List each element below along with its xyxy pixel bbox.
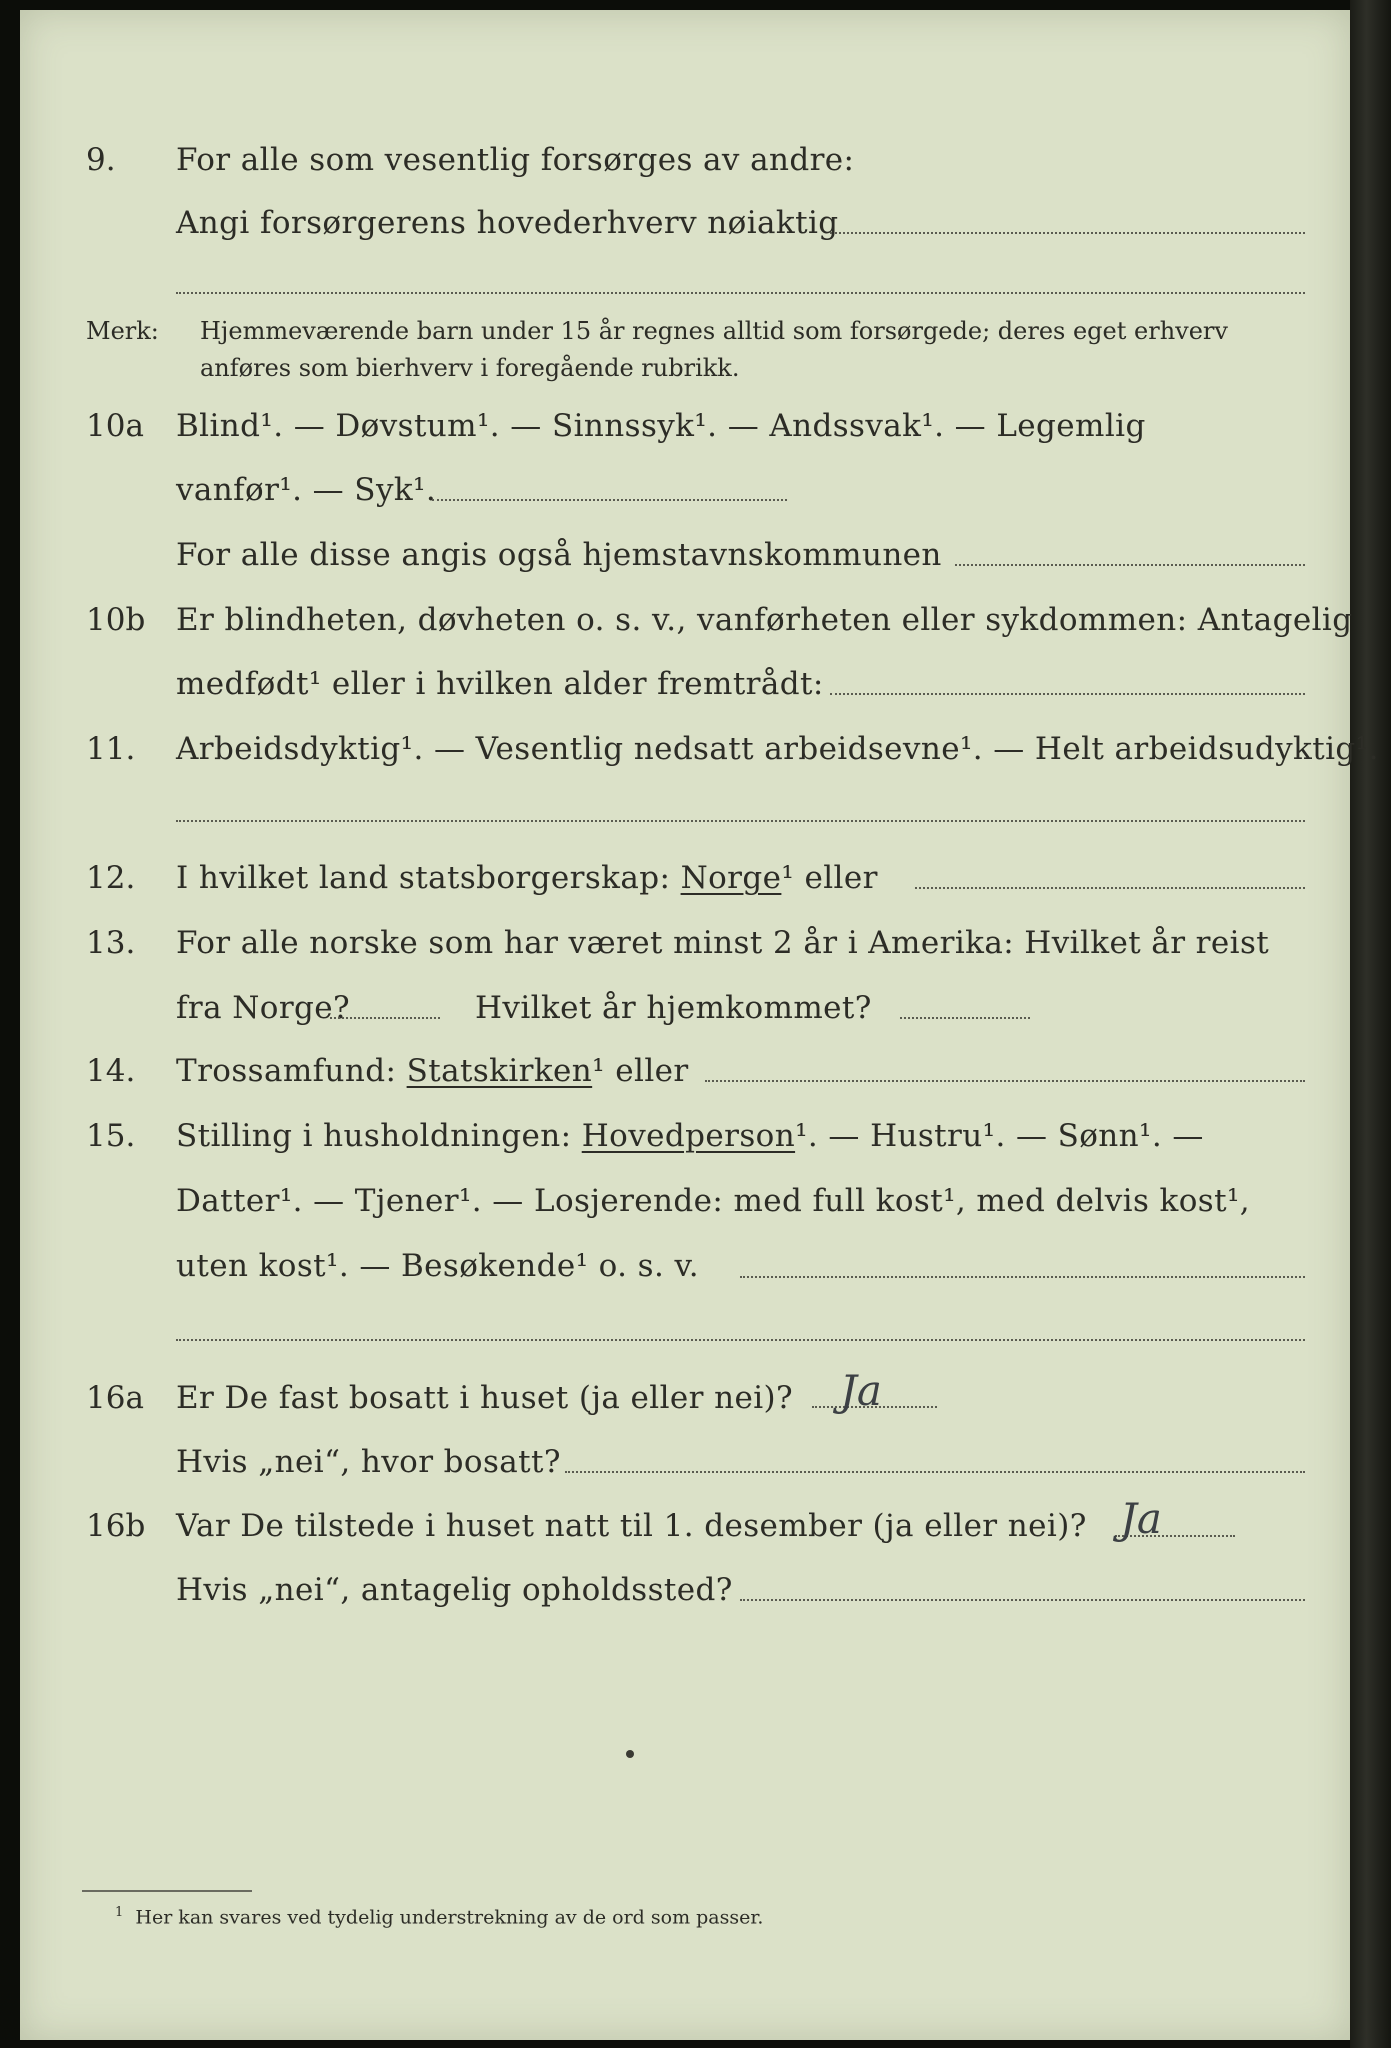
q9-answer-field[interactable]: [830, 232, 1305, 234]
item-number-16a: 16a: [86, 1380, 144, 1416]
item-number-13: 13.: [86, 925, 136, 961]
q15-prompt: Stilling i husholdningen:: [176, 1118, 582, 1154]
q15-line3: uten kost¹. — Besøkende¹ o. s. v.: [176, 1248, 699, 1284]
q16a-line1: Er De fast bosatt i huset (ja eller nei)?: [176, 1380, 794, 1416]
q10a-line2: vanfør¹. — Syk¹.: [176, 472, 437, 508]
q14-line: [176, 1053, 689, 1089]
q14-prompt: Trossamfund:: [176, 1053, 407, 1089]
q15-line2: Datter¹. — Tjener¹. — Losjerende: med full kost¹, med delvis kost¹,: [176, 1183, 1251, 1219]
q15-underlined-choice[interactable]: Hovedperson: [581, 1118, 796, 1154]
q13-hjemkommet-field[interactable]: [900, 1017, 1030, 1019]
q10a-line3: For alle disse angis også hjemstavnskommunen: [176, 537, 942, 573]
q11-line1: Arbeidsdyktig¹. — Vesentlig nedsatt arbeidsevne¹. — Helt arbeidsudyktig¹.: [176, 731, 1379, 767]
q12-answer-field[interactable]: [915, 887, 1305, 889]
q12-underlined-choice[interactable]: Norge: [680, 860, 782, 896]
q9-answer-field-2[interactable]: [176, 292, 1305, 294]
q16b-line2: Hvis „nei“, antagelig opholdssted?: [176, 1572, 733, 1608]
footnote-rule: [82, 1890, 252, 1892]
q14-answer-field[interactable]: [705, 1080, 1305, 1082]
q16a-bosatt-field[interactable]: [565, 1471, 1305, 1473]
ink-blot: [626, 1750, 634, 1758]
item-number-11: 11.: [86, 731, 136, 767]
q13-line2a: fra Norge?: [176, 990, 351, 1026]
q11-answer-field[interactable]: [176, 820, 1305, 822]
item-number-14: 14.: [86, 1053, 136, 1089]
q10b-alder-field[interactable]: [830, 693, 1305, 695]
q12-suffix: ¹ eller: [781, 860, 878, 896]
footnote: [115, 1905, 763, 1928]
q16b-opholdssted-field[interactable]: [740, 1599, 1305, 1601]
q12-prompt: I hvilket land statsborgerskap:: [176, 860, 681, 896]
q16b-line1: Var De tilstede i huset natt til 1. desember (ja eller nei)?: [176, 1508, 1087, 1544]
q14-underlined-choice[interactable]: Statskirken: [406, 1053, 593, 1089]
item-number-10a: 10a: [86, 408, 144, 444]
q16b-handwritten-answer: Ja: [1120, 1494, 1162, 1543]
q10a-hjemstavn-field[interactable]: [955, 564, 1305, 566]
q10b-line1: Er blindheten, døvheten o. s. v., vanførheten eller sykdommen: Antagelig: [176, 602, 1353, 638]
q15-answer-field[interactable]: [740, 1276, 1305, 1278]
q10a-syk-field[interactable]: [432, 499, 787, 501]
item-number-10b: 10b: [86, 602, 146, 638]
q13-line1: For alle norske som har været minst 2 år i Amerika: Hvilket år reist: [176, 925, 1270, 961]
q16a-line2: Hvis „nei“, hvor bosatt?: [176, 1444, 561, 1480]
q13-line2b: Hvilket år hjemkommet?: [475, 990, 872, 1026]
q9-line1: For alle som vesentlig forsørges av andre:: [176, 142, 855, 178]
q9-line2: Angi forsørgerens hovederhverv nøiaktig: [176, 205, 839, 241]
q15-line1: [176, 1118, 1204, 1154]
merk-line1: Hjemmeværende barn under 15 år regnes alltid som forsørgede; deres eget erhverv: [200, 317, 1228, 345]
q10b-line2: medfødt¹ eller i hvilken alder fremtrådt:: [176, 666, 824, 702]
q12-line: [176, 860, 878, 896]
q13-reist-field[interactable]: [330, 1017, 440, 1019]
item-number-12: 12.: [86, 860, 136, 896]
footnote-text: Her kan svares ved tydelig understrekning av de ord som passer.: [135, 1906, 764, 1929]
footnote-marker: 1: [115, 1905, 124, 1920]
q15-answer-field-2[interactable]: [176, 1339, 1305, 1341]
item-number-15: 15.: [86, 1118, 136, 1154]
merk-label: Merk:: [86, 317, 159, 345]
merk-line2: anføres som bierhverv i foregående rubrikk.: [200, 354, 740, 382]
q16a-handwritten-answer: Ja: [840, 1366, 882, 1415]
item-number-9: 9.: [86, 142, 116, 178]
item-number-16b: 16b: [86, 1508, 146, 1544]
q14-suffix: ¹ eller: [592, 1053, 689, 1089]
q15-suffix: ¹. — Hustru¹. — Sønn¹. —: [795, 1118, 1204, 1154]
q10a-line1: Blind¹. — Døvstum¹. — Sinnssyk¹. — Andssvak¹. — Legemlig: [176, 408, 1146, 444]
